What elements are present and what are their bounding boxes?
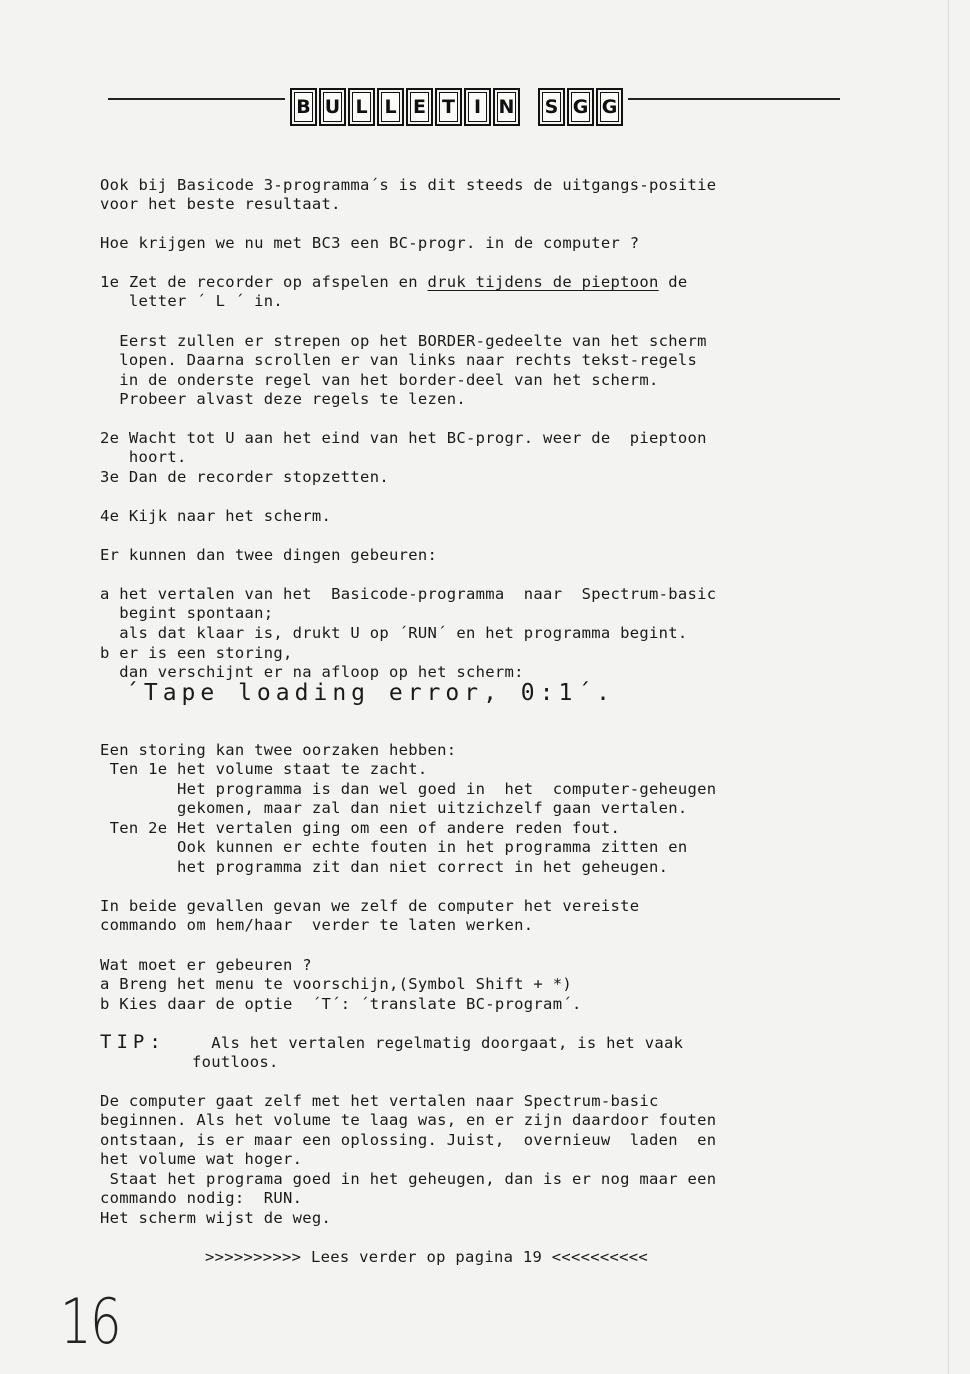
step-1-line: 1e Zet de recorder op afspelen en druk tijdens de pieptoon de [100,273,688,291]
logo-tile: L [348,88,375,126]
text-line: commando om hem/haar verder te laten werken. [100,916,534,934]
text-line: letter ´ L ´ in. [100,292,284,310]
text-line: In beide gevallen gevan we zelf de computer het vereiste [100,897,640,915]
continue-note: >>>>>>>>>> Lees verder op pagina 19 <<<<<<<<<< [205,1248,649,1266]
logo-tile: G [567,88,594,126]
text-line: Als het vertalen regelmatig doorgaat, is het vaak [192,1034,684,1052]
text-line: b Kies daar de optie ´T´: ´translate BC-program´. [100,995,582,1013]
logo-tile: L [377,88,404,126]
logo-tile: T [435,88,462,126]
text-line: Een storing kan twee oorzaken hebben: [100,741,457,759]
text-line: Probeer alvast deze regels te lezen. [100,390,467,408]
underlined-instruction: druk tijdens de pieptoon [427,273,659,291]
text-line: beginnen. Als het volume te laag was, en er zijn daardoor fouten [100,1111,717,1129]
text-line: commando nodig: RUN. [100,1189,303,1207]
text-line: De computer gaat zelf met het vertalen naar Spectrum-basic [100,1092,659,1110]
logo-tile: N [493,88,520,126]
text-line: b er is een storing, [100,644,293,662]
text-line: lopen. Daarna scrollen er van links naar rechts tekst-regels [100,351,698,369]
bulletin-sgg-logo [285,82,628,132]
text-line: het programma zit dan niet correct in het geheugen. [100,858,669,876]
logo-tile: I [464,88,491,126]
logo-tile: E [406,88,433,126]
page-number: 16 [60,1285,120,1358]
text-line: als dat klaar is, drukt U op ´RUN´ en het programma begint. [100,624,688,642]
text-line: Staat het programa goed in het geheugen, dan is er nog maar een [100,1170,717,1188]
text-line: in de onderste regel van het border-deel van het scherm. [100,371,659,389]
logo-tile: U [319,88,346,126]
text-line: 3e Dan de recorder stopzetten. [100,468,389,486]
text-line: 4e Kijk naar het scherm. [100,507,332,525]
text-line: Ook kunnen er echte fouten in het programma zitten en [100,838,688,856]
text-line: Er kunnen dan twee dingen gebeuren: [100,546,438,564]
text-line: 2e Wacht tot U aan het eind van het BC-progr. weer de pieptoon [100,429,707,447]
logo-tile: B [290,88,317,126]
text-line: Wat moet er gebeuren ? [100,956,312,974]
text-line: Ten 2e Het vertalen ging om een of andere reden fout. [100,819,621,837]
text-line: begint spontaan; [100,604,274,622]
text-line: voor het beste resultaat. [100,195,341,213]
text-line: het volume wat hoger. [100,1150,303,1168]
page-fold-line [948,0,949,1374]
text-line: Het programma is dan wel goed in het computer-geheugen [100,780,717,798]
logo-tile: G [596,88,623,126]
error-message: ´Tape loading error, 0:1´. [125,680,616,706]
text-line: gekomen, maar zal dan niet uitzichzelf gaan vertalen. [100,799,688,817]
logo-tile: S [538,88,565,126]
text-line: ontstaan, is er maar een oplossing. Juist, overnieuw laden en [100,1131,717,1149]
text-line: a Breng het menu te voorschijn,(Symbol Shift + *) [100,975,572,993]
text-line: Eerst zullen er strepen op het BORDER-gedeelte van het scherm [100,332,707,350]
text-line: dan verschijnt er na afloop op het scherm: [100,663,524,681]
text-line: Hoe krijgen we nu met BC3 een BC-progr. in de computer ? [100,234,640,252]
text-line: a het vertalen van het Basicode-programma naar Spectrum-basic [100,585,717,603]
text-line: hoort. [100,448,187,466]
text-line: foutloos. [192,1053,279,1071]
text-line: Ook bij Basicode 3-programma´s is dit steeds de uitgangs-positie [100,176,717,194]
text-line: Ten 1e het volume staat te zacht. [100,760,428,778]
text-line: Het scherm wijst de weg. [100,1209,332,1227]
tip-label: TIP: [100,1031,166,1053]
